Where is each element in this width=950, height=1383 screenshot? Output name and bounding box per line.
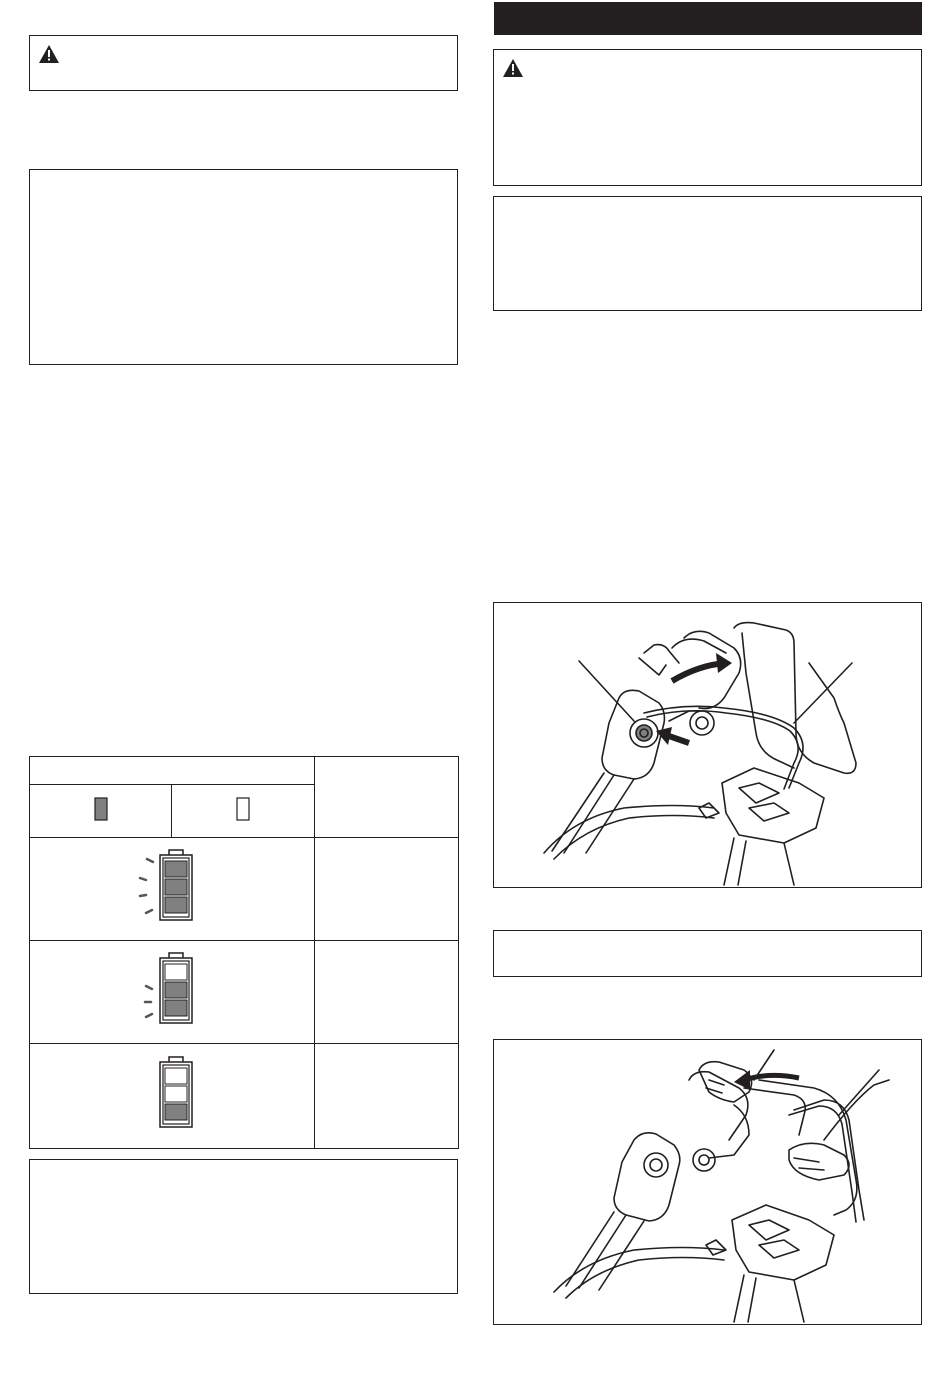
legend-off <box>172 785 315 838</box>
remaining-cell-3 <box>315 1044 459 1149</box>
warning-triangle-icon <box>502 58 524 78</box>
battery-row-low <box>30 1044 315 1149</box>
battery-three-bars-blinking-icon <box>132 847 212 927</box>
indicator-lamps-header <box>30 757 315 785</box>
switch-box-illustration <box>494 603 920 886</box>
remaining-cell-2 <box>315 941 459 1044</box>
note-box <box>493 930 922 977</box>
battery-row-medium <box>30 941 315 1044</box>
remaining-capacity-header <box>315 757 459 838</box>
battery-lamp-lit-icon <box>94 797 108 821</box>
section-title <box>494 10 504 26</box>
remaining-cell-1 <box>315 838 459 941</box>
figure-handle-grip <box>493 1039 922 1325</box>
section-header-bar <box>494 2 922 35</box>
warning-box-1 <box>29 35 458 91</box>
battery-row-full <box>30 838 315 941</box>
notice-box-2 <box>29 1159 458 1294</box>
battery-indicator-table <box>29 756 459 1149</box>
battery-two-bars-blinking-icon <box>132 950 212 1030</box>
battery-one-bar-icon <box>132 1054 212 1134</box>
warning-triangle-icon <box>38 44 60 64</box>
notice-box-1 <box>29 169 458 365</box>
legend-lit <box>30 785 172 838</box>
battery-lamp-off-icon <box>236 797 250 821</box>
figure-switch-box <box>493 602 922 888</box>
warning-box-2 <box>493 49 922 186</box>
handle-grip-illustration <box>494 1040 920 1323</box>
notice-box-3 <box>493 196 922 311</box>
